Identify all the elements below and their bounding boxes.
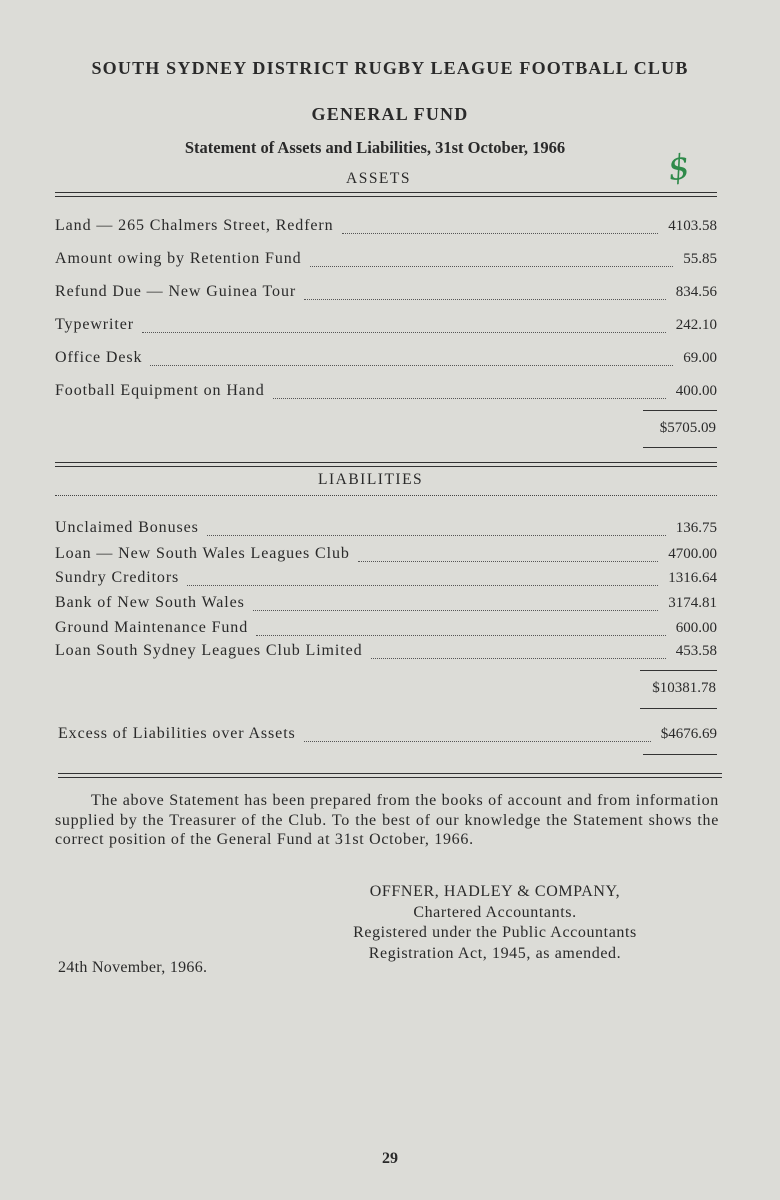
liability-amount: 1316.64 [668, 570, 717, 586]
registration-line-1: Registered under the Public Accountants [353, 924, 637, 941]
liability-label: Sundry Creditors [55, 569, 180, 586]
asset-amount: 55.85 [683, 251, 717, 267]
asset-row [55, 283, 717, 305]
liability-amount: 3174.81 [668, 595, 717, 611]
club-name: SOUTH SYDNEY DISTRICT RUGBY LEAGUE FOOTBALL CLUB [91, 58, 689, 78]
asset-label: Refund Due — New Guinea Tour [55, 283, 297, 300]
assets-heading: ASSETS [346, 170, 411, 187]
asset-amount: 242.10 [675, 317, 717, 333]
asset-amount: 400.00 [675, 383, 717, 399]
asset-row [55, 250, 717, 272]
dot-leader [142, 332, 666, 333]
dot-leader [253, 610, 658, 611]
assets-total: $5705.09 [659, 420, 716, 436]
signature-block [290, 882, 700, 964]
dot-leader [256, 635, 666, 636]
excess-row [58, 725, 717, 747]
footer-rule-top [58, 773, 722, 774]
liability-row [55, 519, 717, 541]
dot-leader [304, 741, 651, 742]
registration-line-2: Registration Act, 1945, as amended. [368, 944, 622, 962]
liability-row [55, 569, 717, 591]
liability-amount: 453.58 [675, 643, 717, 659]
liability-label: Loan — New South Wales Leagues Club [55, 545, 350, 562]
liabilities-dotted-rule [55, 495, 717, 496]
assets-rule-top-2 [55, 196, 717, 197]
liability-amount: 4700.00 [668, 546, 717, 562]
liability-label: Ground Maintenance Fund [55, 619, 249, 636]
excess-rule [643, 754, 717, 755]
asset-row [55, 217, 717, 239]
footer-rule-top-2 [58, 777, 722, 778]
statement-title: Statement of Assets and Liabilities, 31st October, 1966 [184, 138, 566, 157]
asset-row [55, 349, 717, 371]
liabilities-total-rule-bottom [640, 708, 717, 709]
asset-row [55, 382, 717, 404]
dot-leader [358, 561, 658, 562]
liability-row [55, 545, 717, 567]
liabilities-total: $10381.78 [652, 680, 716, 696]
liability-label: Bank of New South Wales [55, 594, 245, 611]
asset-amount: 834.56 [675, 284, 717, 300]
asset-label: Amount owing by Retention Fund [55, 250, 302, 267]
asset-label: Football Equipment on Hand [55, 382, 265, 399]
liability-label: Loan South Sydney Leagues Club Limited [55, 642, 363, 659]
liabilities-total-rule-top [640, 670, 717, 671]
handwritten-dollar-mark: $ [665, 146, 693, 190]
dot-leader [187, 585, 658, 586]
dot-leader [273, 398, 666, 399]
liability-row [55, 619, 717, 641]
firm-title: Chartered Accountants. [413, 903, 577, 921]
asset-label: Typewriter [55, 316, 134, 333]
assets-total-rule-top [643, 410, 717, 411]
liability-row [55, 642, 717, 664]
excess-label: Excess of Liabilities over Assets [58, 725, 296, 742]
page-number: 29 [382, 1150, 398, 1167]
dot-leader [207, 535, 666, 536]
assets-total-rule-bottom [643, 447, 717, 448]
asset-amount: 69.00 [683, 350, 717, 366]
fund-title: GENERAL FUND [311, 104, 469, 124]
liabilities-rule-top [55, 462, 717, 463]
firm-name: OFFNER, HADLEY & COMPANY, [369, 883, 621, 900]
statement-paragraph [55, 791, 719, 850]
asset-row [55, 316, 717, 338]
statement-text: The above Statement has been prepared from the books of account and from information supplied by the Treasurer of the Club. To the best of our knowledge the Statement shows the correct position of the General Fund at 31st October, 1966. [55, 792, 719, 848]
dot-leader [304, 299, 666, 300]
dot-leader [342, 233, 659, 234]
dot-leader [150, 365, 673, 366]
assets-rule-top [55, 192, 717, 193]
liability-label: Unclaimed Bonuses [55, 519, 199, 536]
dot-leader [371, 658, 666, 659]
asset-label: Land — 265 Chalmers Street, Redfern [55, 217, 334, 234]
liability-amount: 136.75 [675, 520, 717, 536]
signature-date: 24th November, 1966. [58, 959, 208, 976]
liability-row [55, 594, 717, 616]
liabilities-heading: LIABILITIES [318, 471, 424, 488]
asset-amount: 4103.58 [668, 218, 717, 234]
asset-label: Office Desk [55, 349, 143, 366]
dot-leader [310, 266, 674, 267]
liability-amount: 600.00 [675, 620, 717, 636]
liabilities-rule-top-2 [55, 466, 717, 467]
excess-amount: $4676.69 [660, 726, 717, 742]
